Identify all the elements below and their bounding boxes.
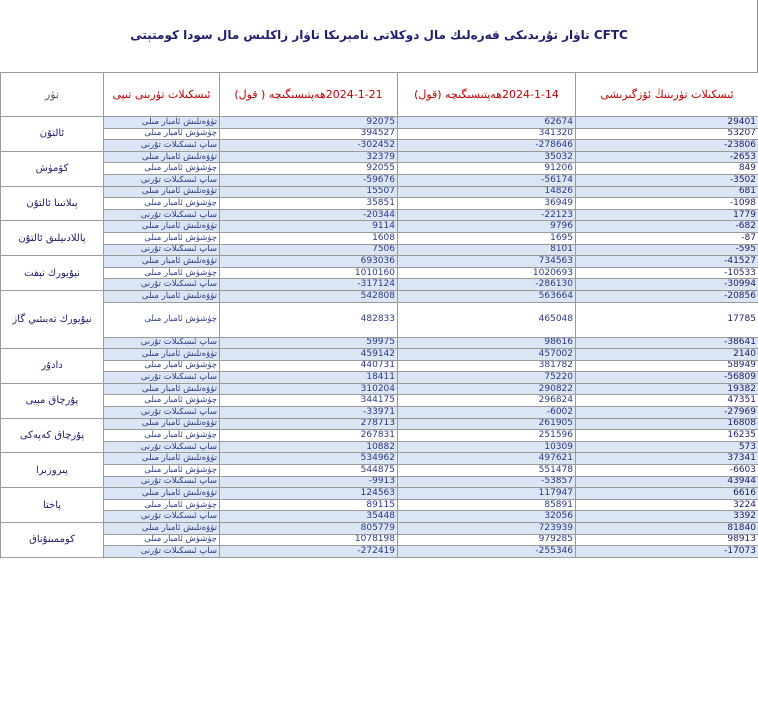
value-week-2024-1-21: 534962 (220, 453, 398, 465)
value-week-2024-1-21: 278713 (220, 418, 398, 430)
table-row (1, 511, 758, 523)
value-week-2024-1-14: 8101 (398, 244, 576, 256)
value-change: 37341 (576, 453, 758, 465)
value-week-2024-1-21: -272419 (220, 546, 398, 558)
value-week-2024-1-14: 290822 (398, 383, 576, 395)
value-change: -682 (576, 221, 758, 233)
value-change: -6603 (576, 465, 758, 477)
table-row (1, 244, 758, 256)
header-region: تۈر (1, 73, 104, 117)
value-week-2024-1-14: 457002 (398, 349, 576, 361)
region-cell: كۆمۈش (1, 151, 104, 186)
value-change: -1098 (576, 198, 758, 210)
value-change: 3392 (576, 511, 758, 523)
value-week-2024-1-14: -255346 (398, 546, 576, 558)
table-row (1, 372, 758, 384)
value-change: -87 (576, 232, 758, 244)
category-cell: تۈۋەنلىش ئامبار مىلى (104, 418, 220, 430)
value-change: -17073 (576, 546, 758, 558)
category-cell: تۈۋەنلىش ئامبار مىلى (104, 453, 220, 465)
value-week-2024-1-14: 551478 (398, 465, 576, 477)
value-week-2024-1-21: -33971 (220, 407, 398, 419)
value-week-2024-1-21: -9913 (220, 476, 398, 488)
value-week-2024-1-14: 36949 (398, 198, 576, 210)
value-week-2024-1-14: 32056 (398, 511, 576, 523)
category-cell: تۈۋەنلىش ئامبار مىلى (104, 151, 220, 163)
value-week-2024-1-21: 459142 (220, 349, 398, 361)
category-cell: چۈشۈش ئامبار مىلى (104, 267, 220, 279)
value-change: 58949 (576, 360, 758, 372)
value-week-2024-1-21: 344175 (220, 395, 398, 407)
region-cell: پىروزىرا (1, 453, 104, 488)
table-row (1, 163, 758, 175)
value-week-2024-1-14: 85891 (398, 499, 576, 511)
category-cell: تۈۋەنلىش ئامبار مىلى (104, 349, 220, 361)
table-row (1, 151, 758, 163)
category-cell: ساپ ئىسكىلات تۇرنى (104, 546, 220, 558)
value-week-2024-1-14: 465048 (398, 302, 576, 337)
value-week-2024-1-21: 35448 (220, 511, 398, 523)
value-change: -3502 (576, 174, 758, 186)
header-week-2024-1-14: 2024-1-14ھەپتىسىگىچە (قول) (398, 73, 576, 117)
category-cell: تۈۋەنلىش ئامبار مىلى (104, 117, 220, 129)
value-week-2024-1-21: 1010160 (220, 267, 398, 279)
region-cell: پۇرچاق مېيى (1, 383, 104, 418)
value-week-2024-1-21: 89115 (220, 499, 398, 511)
value-week-2024-1-21: -317124 (220, 279, 398, 291)
value-change: 53207 (576, 128, 758, 140)
category-cell: ساپ ئىسكىلات تۇرنى (104, 244, 220, 256)
value-change: -595 (576, 244, 758, 256)
value-change: -56809 (576, 372, 758, 384)
value-change: 43944 (576, 476, 758, 488)
value-change: 17785 (576, 302, 758, 337)
value-week-2024-1-14: 563664 (398, 290, 576, 302)
category-cell: ساپ ئىسكىلات تۇرنى (104, 407, 220, 419)
category-cell: چۈشۈش ئامبار مىلى (104, 360, 220, 372)
table-row (1, 534, 758, 546)
region-cell: پىلاتىنا ئالتۇن (1, 186, 104, 221)
value-week-2024-1-21: 124563 (220, 488, 398, 500)
value-week-2024-1-21: 18411 (220, 372, 398, 384)
category-cell: ساپ ئىسكىلات تۇرنى (104, 140, 220, 152)
value-change: 29401 (576, 117, 758, 129)
value-week-2024-1-14: -22123 (398, 209, 576, 221)
value-change: -23806 (576, 140, 758, 152)
value-week-2024-1-14: 9796 (398, 221, 576, 233)
value-change: 16808 (576, 418, 758, 430)
value-week-2024-1-21: -302452 (220, 140, 398, 152)
table-row (1, 523, 758, 535)
value-week-2024-1-21: 92055 (220, 163, 398, 175)
category-cell: تۈۋەنلىش ئامبار مىلى (104, 383, 220, 395)
value-week-2024-1-14: 979285 (398, 534, 576, 546)
value-change: -38641 (576, 337, 758, 349)
region-cell: ئالتۇن (1, 117, 104, 152)
category-cell: ساپ ئىسكىلات تۇرنى (104, 511, 220, 523)
header-change: ئىسكىلات تۈرىنىڭ ئۆزگىرىشى (576, 73, 758, 117)
table-row (1, 383, 758, 395)
value-week-2024-1-21: 15507 (220, 186, 398, 198)
value-week-2024-1-14: 1695 (398, 232, 576, 244)
value-change: 573 (576, 441, 758, 453)
value-week-2024-1-14: 723939 (398, 523, 576, 535)
value-change: -2653 (576, 151, 758, 163)
table-row (1, 395, 758, 407)
value-week-2024-1-21: 1608 (220, 232, 398, 244)
value-week-2024-1-14: 98616 (398, 337, 576, 349)
value-week-2024-1-21: 310204 (220, 383, 398, 395)
value-change: -30994 (576, 279, 758, 291)
table-row (1, 430, 758, 442)
table-row (1, 209, 758, 221)
region-cell: نيۇيورك تەبىئىي گاز (1, 290, 104, 348)
value-week-2024-1-21: 544875 (220, 465, 398, 477)
category-cell: چۈشۈش ئامبار مىلى (104, 534, 220, 546)
value-week-2024-1-21: 92075 (220, 117, 398, 129)
table-row (1, 140, 758, 152)
category-cell: تۈۋەنلىش ئامبار مىلى (104, 290, 220, 302)
table-row (1, 256, 758, 268)
value-change: 849 (576, 163, 758, 175)
value-week-2024-1-14: 734563 (398, 256, 576, 268)
table-row (1, 174, 758, 186)
region-cell: دادۇر (1, 349, 104, 384)
table-row (1, 488, 758, 500)
table-row (1, 360, 758, 372)
table-row (1, 198, 758, 210)
value-week-2024-1-14: 296824 (398, 395, 576, 407)
table-row (1, 465, 758, 477)
table-row (1, 349, 758, 361)
value-week-2024-1-14: -6002 (398, 407, 576, 419)
value-week-2024-1-21: 693036 (220, 256, 398, 268)
table-row (1, 232, 758, 244)
category-cell: ساپ ئىسكىلات تۇرنى (104, 476, 220, 488)
table-row (1, 337, 758, 349)
value-change: 19382 (576, 383, 758, 395)
table-row (1, 117, 758, 129)
value-week-2024-1-14: 381782 (398, 360, 576, 372)
value-change: 16235 (576, 430, 758, 442)
value-week-2024-1-21: 7506 (220, 244, 398, 256)
value-week-2024-1-21: -59676 (220, 174, 398, 186)
value-week-2024-1-14: 1020693 (398, 267, 576, 279)
header-week-2024-1-21: 2024-1-21ھەپتىسىگىچە ( قول) (220, 73, 398, 117)
value-week-2024-1-21: 267831 (220, 430, 398, 442)
value-week-2024-1-14: -286130 (398, 279, 576, 291)
value-change: -41527 (576, 256, 758, 268)
value-week-2024-1-14: 91206 (398, 163, 576, 175)
value-change: 6616 (576, 488, 758, 500)
table-row (1, 290, 758, 302)
value-week-2024-1-21: 805779 (220, 523, 398, 535)
region-cell: پۇرچاق كەپەكى (1, 418, 104, 453)
category-cell: تۈۋەنلىش ئامبار مىلى (104, 488, 220, 500)
value-week-2024-1-14: 261905 (398, 418, 576, 430)
value-week-2024-1-21: 32379 (220, 151, 398, 163)
value-week-2024-1-14: -53857 (398, 476, 576, 488)
page-title: CFTC تاۋار تۇرىدىكى قەرەلىك مال دوكلاتى نامېرىكا تاۋار زاكلىس مال سودا كومتېتى (130, 28, 628, 42)
value-week-2024-1-14: 341320 (398, 128, 576, 140)
value-change: 81840 (576, 523, 758, 535)
value-week-2024-1-21: 394527 (220, 128, 398, 140)
category-cell: چۈشۈش ئامبار مىلى (104, 465, 220, 477)
table-row (1, 546, 758, 558)
region-cell: كوممىنۇناق (1, 523, 104, 558)
table-row (1, 441, 758, 453)
header-row (1, 73, 758, 117)
table-row (1, 221, 758, 233)
value-week-2024-1-14: 14826 (398, 186, 576, 198)
table-row (1, 476, 758, 488)
value-week-2024-1-14: 117947 (398, 488, 576, 500)
region-cell: پاختا (1, 488, 104, 523)
category-cell: چۈشۈش ئامبار مىلى (104, 395, 220, 407)
value-change: 3224 (576, 499, 758, 511)
table-row (1, 279, 758, 291)
table-row (1, 302, 758, 337)
table-row (1, 128, 758, 140)
table-body (1, 117, 758, 558)
table-row (1, 186, 758, 198)
value-week-2024-1-21: 59975 (220, 337, 398, 349)
value-week-2024-1-14: 35032 (398, 151, 576, 163)
value-week-2024-1-21: 1078198 (220, 534, 398, 546)
region-cell: نيۇيورك نېفت (1, 256, 104, 291)
category-cell: ساپ ئىسكىلات تۇرنى (104, 279, 220, 291)
category-cell: تۈۋەنلىش ئامبار مىلى (104, 523, 220, 535)
value-week-2024-1-14: 75220 (398, 372, 576, 384)
value-week-2024-1-14: 251596 (398, 430, 576, 442)
value-change: 47351 (576, 395, 758, 407)
value-change: -10533 (576, 267, 758, 279)
category-cell: ساپ ئىسكىلات تۇرنى (104, 372, 220, 384)
table-row (1, 407, 758, 419)
category-cell: ساپ ئىسكىلات تۇرنى (104, 337, 220, 349)
category-cell: چۈشۈش ئامبار مىلى (104, 302, 220, 337)
title-area (0, 0, 758, 72)
value-week-2024-1-21: 35851 (220, 198, 398, 210)
value-week-2024-1-21: 440731 (220, 360, 398, 372)
value-week-2024-1-21: -20344 (220, 209, 398, 221)
value-week-2024-1-14: -56174 (398, 174, 576, 186)
table-row (1, 418, 758, 430)
table-row (1, 267, 758, 279)
category-cell: چۈشۈش ئامبار مىلى (104, 198, 220, 210)
category-cell: تۈۋەنلىش ئامبار مىلى (104, 256, 220, 268)
value-change: 681 (576, 186, 758, 198)
category-cell: تۈۋەنلىش ئامبار مىلى (104, 221, 220, 233)
value-week-2024-1-14: 62674 (398, 117, 576, 129)
category-cell: چۈشۈش ئامبار مىلى (104, 163, 220, 175)
value-change: 2140 (576, 349, 758, 361)
value-change: 98913 (576, 534, 758, 546)
value-week-2024-1-21: 542808 (220, 290, 398, 302)
value-week-2024-1-21: 9114 (220, 221, 398, 233)
category-cell: ساپ ئىسكىلات تۇرنى (104, 209, 220, 221)
category-cell: چۈشۈش ئامبار مىلى (104, 232, 220, 244)
header-category: ئىسكىلات تۈرىنى تىپى (104, 73, 220, 117)
value-week-2024-1-21: 482833 (220, 302, 398, 337)
cftc-report-table (0, 72, 758, 558)
value-week-2024-1-14: 497621 (398, 453, 576, 465)
category-cell: ساپ ئىسكىلات تۇرنى (104, 174, 220, 186)
value-change: 1779 (576, 209, 758, 221)
category-cell: چۈشۈش ئامبار مىلى (104, 499, 220, 511)
region-cell: پاللادىيلىق ئالتۇن (1, 221, 104, 256)
table-row (1, 499, 758, 511)
value-change: -20856 (576, 290, 758, 302)
value-week-2024-1-14: -278646 (398, 140, 576, 152)
category-cell: ساپ ئىسكىلات تۇرنى (104, 441, 220, 453)
value-week-2024-1-14: 10309 (398, 441, 576, 453)
value-change: -27969 (576, 407, 758, 419)
category-cell: تۈۋەنلىش ئامبار مىلى (104, 186, 220, 198)
category-cell: چۈشۈش ئامبار مىلى (104, 128, 220, 140)
category-cell: چۈشۈش ئامبار مىلى (104, 430, 220, 442)
value-week-2024-1-21: 10882 (220, 441, 398, 453)
table-row (1, 453, 758, 465)
